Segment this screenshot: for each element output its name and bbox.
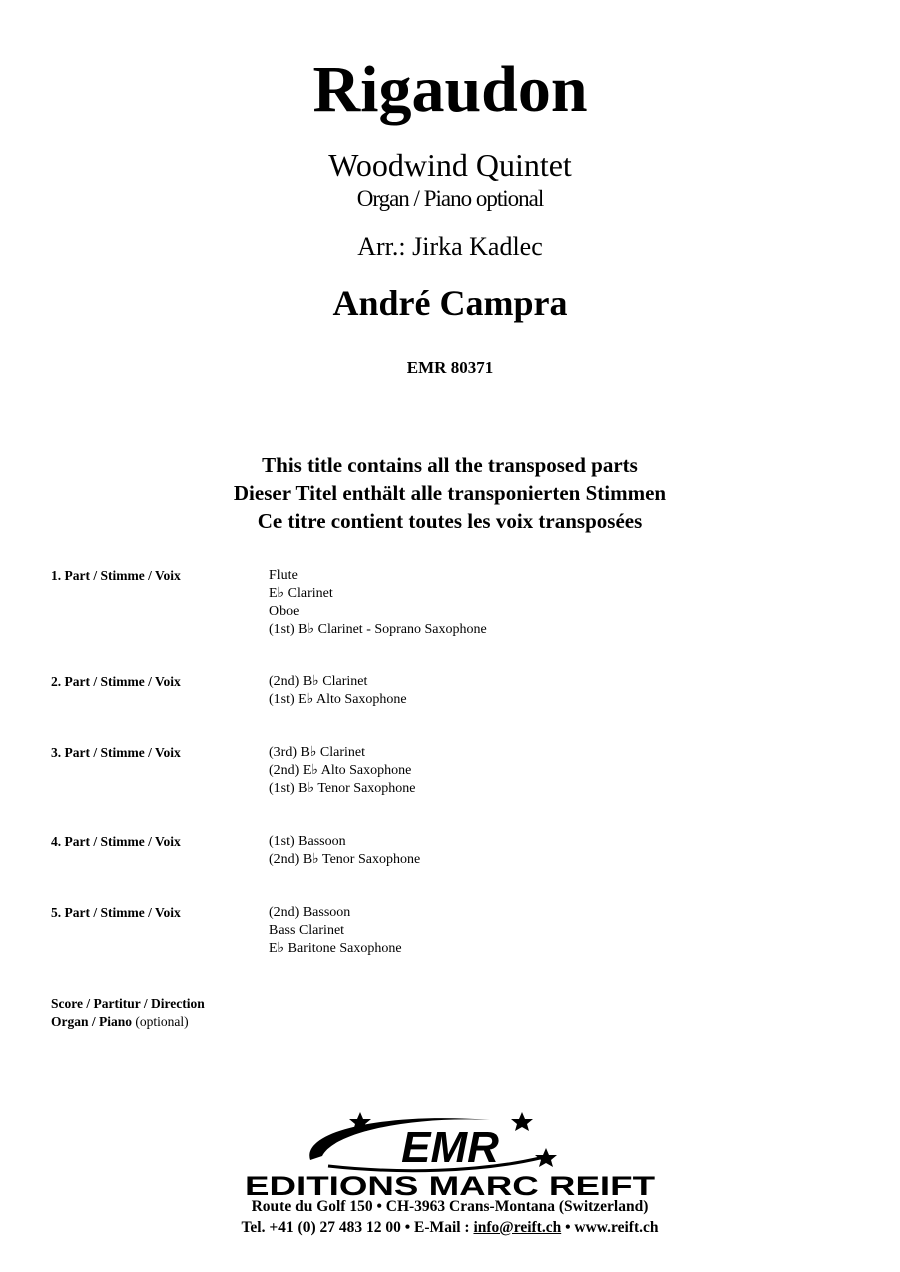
instrument: (3rd) B♭ Clarinet bbox=[269, 745, 366, 760]
part-row-3 bbox=[51, 744, 851, 833]
instrument: (2nd) Bassoon bbox=[269, 905, 351, 920]
part-row-5 bbox=[51, 904, 851, 964]
instrument: (1st) B♭ Tenor Saxophone bbox=[269, 781, 416, 796]
logo-star-right bbox=[511, 1112, 533, 1131]
instrument-list bbox=[269, 904, 851, 958]
transposed-parts-notice bbox=[0, 451, 900, 535]
arranger: Arr.: Jirka Kadlec bbox=[357, 232, 543, 261]
instrument: (2nd) B♭ Tenor Saxophone bbox=[269, 852, 421, 867]
page-title: Rigaudon bbox=[312, 53, 588, 126]
part-row-2 bbox=[51, 673, 851, 744]
instrument: (2nd) B♭ Clarinet bbox=[269, 674, 368, 689]
publisher-address: Route du Golf 150 • CH-3963 Crans-Montana (Switzerland) bbox=[251, 1198, 649, 1215]
subtitle: Woodwind Quintet bbox=[328, 147, 572, 183]
part-label: 2. Part / Stimme / Voix bbox=[51, 674, 181, 689]
organ-line bbox=[51, 1013, 205, 1031]
catalog-number: EMR 80371 bbox=[406, 358, 494, 377]
instrument-list bbox=[269, 833, 851, 869]
publisher-name: EDITIONS MARC REIFT bbox=[245, 1171, 656, 1200]
instrumentation-note: Organ / Piano optional bbox=[356, 186, 544, 211]
instrument: (1st) E♭ Alto Saxophone bbox=[269, 692, 407, 707]
email-link[interactable]: info@reift.ch bbox=[473, 1219, 562, 1236]
part-row-4 bbox=[51, 833, 851, 904]
contact-phone: Tel. +41 (0) 27 483 12 00 • E-Mail : bbox=[241, 1219, 474, 1236]
notice-line-french: Ce titre contient toutes les voix transposées bbox=[257, 509, 643, 533]
part-label: 1. Part / Stimme / Voix bbox=[51, 568, 181, 583]
instrument-list bbox=[269, 567, 851, 639]
extras-list bbox=[51, 995, 205, 1031]
composer: André Campra bbox=[332, 283, 568, 323]
notice-line-english: This title contains all the transposed parts bbox=[262, 453, 638, 477]
instrument: Flute bbox=[269, 568, 298, 583]
instrument: E♭ Clarinet bbox=[269, 586, 333, 601]
instrument: (1st) B♭ Clarinet - Soprano Saxophone bbox=[269, 622, 487, 637]
logo-emr-text: EMR bbox=[401, 1123, 499, 1172]
instrument: Bass Clarinet bbox=[269, 923, 345, 938]
part-row-1 bbox=[51, 567, 851, 673]
instrument: (1st) Bassoon bbox=[269, 834, 346, 849]
website-text: • www.reift.ch bbox=[561, 1219, 659, 1236]
publisher-logo bbox=[240, 1108, 660, 1200]
organ-label: Organ / Piano bbox=[51, 1014, 133, 1029]
instrument: E♭ Baritone Saxophone bbox=[269, 941, 402, 956]
instrument: (2nd) E♭ Alto Saxophone bbox=[269, 763, 412, 778]
parts-list bbox=[51, 567, 851, 964]
part-label: 5. Part / Stimme / Voix bbox=[51, 905, 181, 920]
notice-line-german: Dieser Titel enthält alle transponierten Stimmen bbox=[233, 481, 667, 505]
part-label: 3. Part / Stimme / Voix bbox=[51, 745, 181, 760]
organ-optional-note: (optional) bbox=[135, 1014, 189, 1029]
instrument-list bbox=[269, 673, 851, 709]
publisher-contact bbox=[0, 1218, 900, 1238]
score-line: Score / Partitur / Direction bbox=[51, 996, 205, 1011]
instrument: Oboe bbox=[269, 604, 300, 619]
instrument-list bbox=[269, 744, 851, 798]
part-label: 4. Part / Stimme / Voix bbox=[51, 834, 181, 849]
